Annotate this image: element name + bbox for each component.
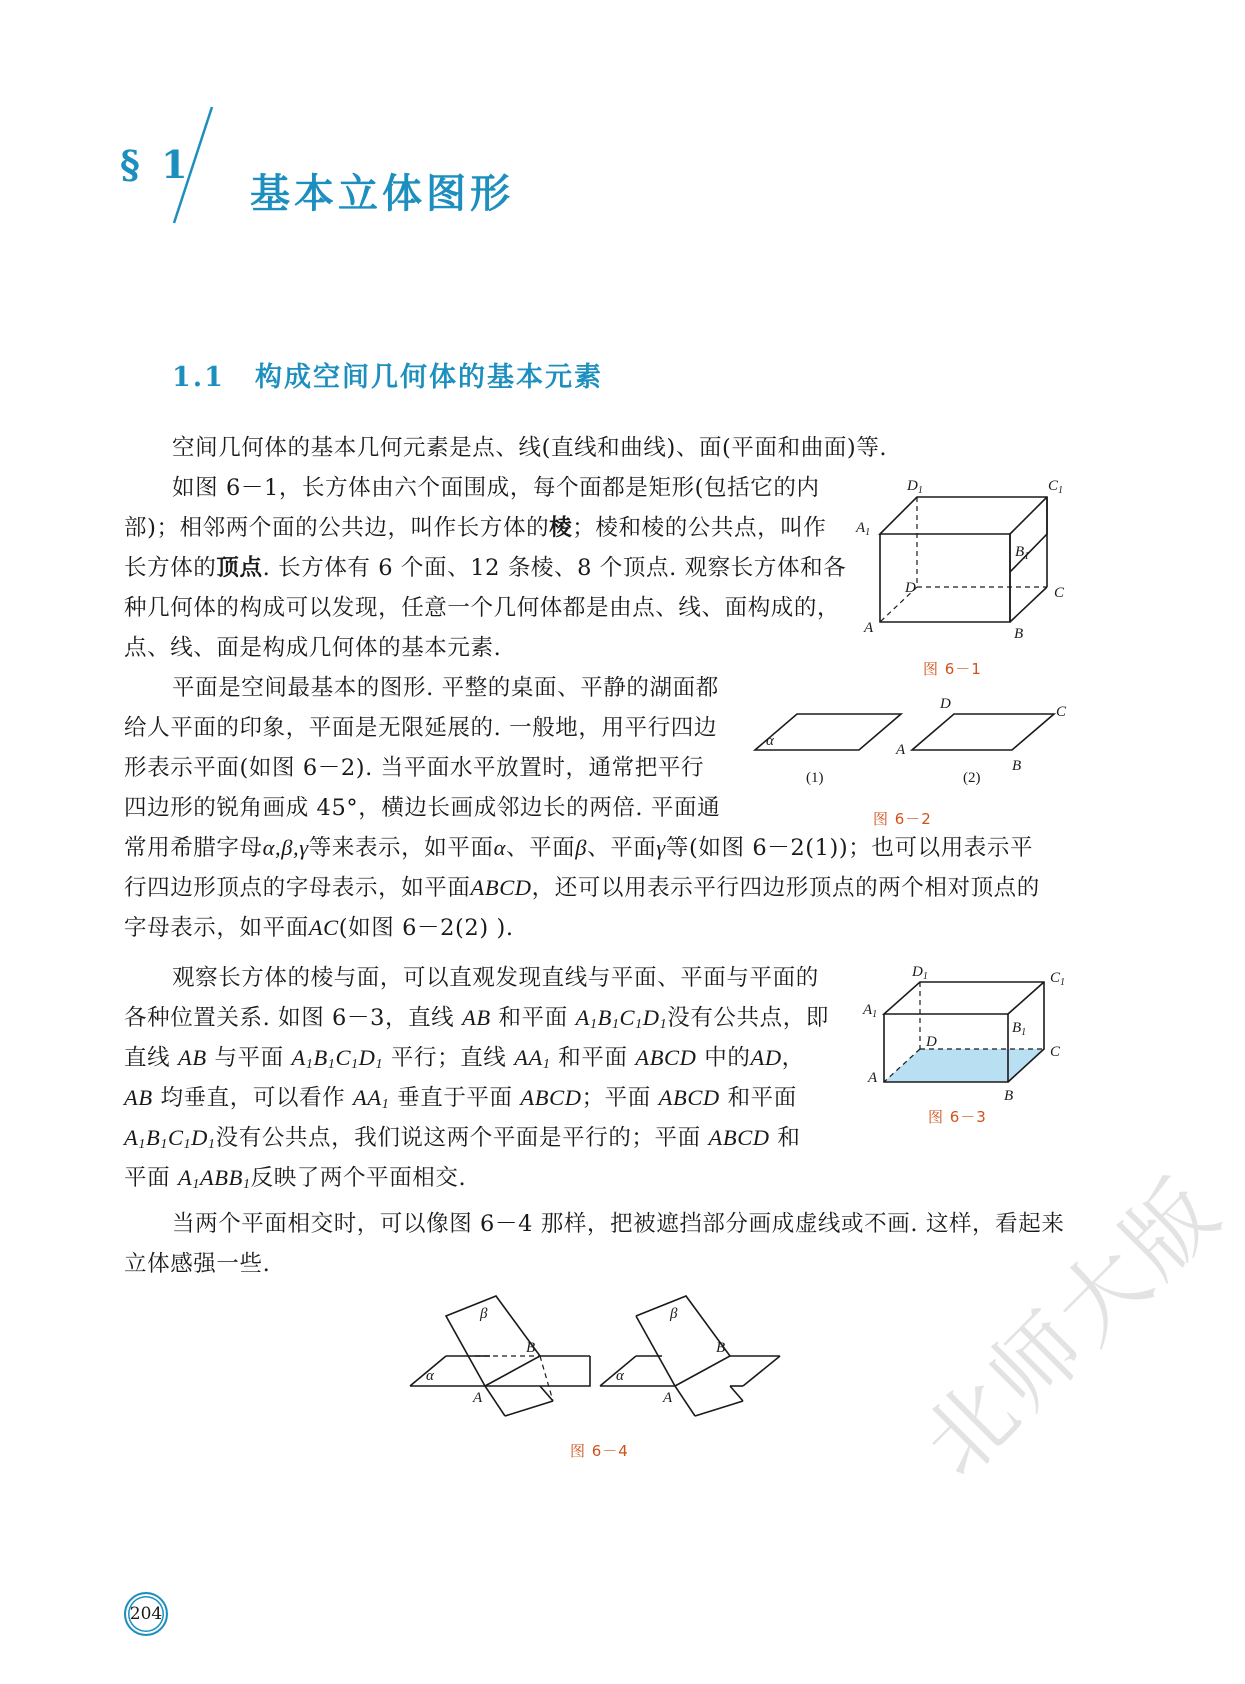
svg-text:D: D — [905, 580, 916, 596]
figure-6-4-caption: 图 6－4 — [570, 1442, 629, 1460]
para4-line2: 各种位置关系. 如图 6－3，直线 AB 和平面 $A_1B_1C_1D_1$没有公共点，即 — [124, 1005, 829, 1032]
svg-text:C: C — [1050, 1044, 1061, 1060]
svg-text:(1): (1) — [806, 770, 824, 786]
svg-text:β: β — [670, 1306, 678, 1322]
para5-line1: 当两个平面相交时，可以像图 6－4 那样，把被遮挡部分画成虚线或不画. 这样，看起来 — [172, 1211, 1065, 1237]
svg-text:D1: $D_1$ — [907, 478, 923, 496]
para3-line7: 字母表示，如平面AC(如图 6－2(2) ). — [124, 915, 514, 941]
para3-line2: 给人平面的印象，平面是无限延展的. 一般地，用平行四边 — [124, 715, 718, 741]
svg-text:A: A — [864, 620, 874, 636]
svg-text:B: B — [1014, 626, 1024, 642]
svg-text:B: B — [1004, 1088, 1014, 1104]
term-edge: 棱 — [549, 515, 573, 541]
svg-text:D1: $D_1$ — [912, 964, 928, 982]
svg-text:B1: $B_1$ — [1012, 1020, 1027, 1038]
figure-6-2-caption: 图 6－2 — [873, 810, 932, 828]
svg-text:C1: $C_1$ — [1048, 478, 1064, 496]
svg-text:D: D — [940, 696, 951, 712]
svg-text:A: A — [473, 1390, 483, 1406]
svg-text:A: A — [868, 1070, 878, 1086]
svg-text:A1: $A_1$ — [856, 520, 871, 538]
svg-text:C: C — [1054, 585, 1065, 601]
subsection-heading — [172, 355, 603, 394]
publisher-watermark: 北师大版 — [902, 1156, 1242, 1496]
figure-6-4-intersecting-planes — [410, 1296, 790, 1436]
svg-text:B: B — [526, 1340, 536, 1356]
para5-line2: 立体感强一些. — [124, 1251, 271, 1277]
figure-6-2-planes — [750, 692, 1080, 802]
term-vertex: 顶点 — [216, 555, 263, 581]
subsection-title: 构成空间几何体的基本元素 — [254, 362, 603, 393]
para4-line6: 平面 $A_1ABB_1$反映了两个平面相交. — [124, 1165, 467, 1192]
figure-6-1-caption: 图 6－1 — [923, 660, 982, 678]
para2-line3: 长方体的顶点. 长方体有 6 个面、12 条棱、8 个顶点. 观察长方体和各 — [124, 555, 847, 581]
figure-6-3-caption: 图 6－3 — [928, 1108, 987, 1126]
figure-6-4-left — [410, 1296, 590, 1416]
para2-line5: 点、线、面是构成几何体的基本元素. — [124, 635, 502, 661]
svg-text:B: B — [1012, 758, 1022, 774]
svg-text:α: α — [426, 1368, 434, 1384]
para2-line4: 种几何体的构成可以发现，任意一个几何体都是由点、线、面构成的， — [124, 595, 841, 621]
section-title: 基本立体图形 — [250, 170, 514, 217]
svg-text:C1: $C_1$ — [1050, 970, 1066, 988]
figure-6-4-right — [600, 1296, 780, 1416]
figure-6-1-cuboid — [850, 472, 1080, 642]
svg-text:α: α — [616, 1368, 624, 1384]
svg-text:α: α — [766, 733, 774, 749]
para3-line4: 四边形的锐角画成 45°，横边长画成邻边长的两倍. 平面通 — [124, 795, 721, 821]
para4-line4: AB 均垂直，可以看作 $AA_1$ 垂直于平面 ABCD；平面 ABCD 和平面 — [124, 1085, 797, 1112]
subsection-number: 1.1 — [172, 362, 225, 393]
para2-line2: 部)；相邻两个面的公共边，叫作长方体的棱；棱和棱的公共点，叫作 — [124, 515, 827, 541]
svg-text:C: C — [1056, 704, 1067, 720]
para3-line1: 平面是空间最基本的图形. 平整的桌面、平静的湖面都 — [172, 675, 719, 701]
para2-line1: 如图 6－1，长方体由六个面围成，每个面都是矩形(包括它的内 — [172, 475, 820, 501]
svg-text:(2): (2) — [963, 770, 981, 786]
svg-text:A: A — [896, 742, 906, 758]
page-number: 204 — [124, 1592, 168, 1636]
paragraph-1: 空间几何体的基本几何元素是点、线(直线和曲线)、面(平面和曲面)等. — [172, 435, 888, 461]
para4-line1: 观察长方体的棱与面，可以直观发现直线与平面、平面与平面的 — [172, 965, 819, 991]
section-slash-divider — [170, 105, 220, 225]
svg-text:A1: $A_1$ — [863, 1002, 878, 1020]
para3-line3: 形表示平面(如图 6－2). 当平面水平放置时，通常把平行 — [124, 755, 705, 781]
svg-text:A: A — [663, 1390, 673, 1406]
para3-line6: 行四边形顶点的字母表示，如平面ABCD，还可以用表示平行四边形顶点的两个相对顶点的 — [124, 875, 1040, 901]
svg-text:B: B — [716, 1340, 726, 1356]
svg-text:D: D — [926, 1034, 937, 1050]
svg-text:B1: $B_1$ — [1015, 544, 1030, 562]
svg-text:β: β — [480, 1306, 488, 1322]
para4-line3: 直线 AB 与平面 $A_1B_1C_1D_1$ 平行；直线 $AA_1$ 和平面 ABCD 中的AD， — [124, 1045, 805, 1072]
para3-line5: 常用希腊字母α,β,γ等来表示，如平面α、平面β、平面γ等(如图 6－2(1))；也可以用表示平 — [124, 835, 1034, 861]
section-number: § 1 — [120, 142, 192, 187]
figure-6-3-cuboid — [860, 962, 1080, 1102]
para4-line5: $A_1B_1C_1D_1$没有公共点，我们说这两个平面是平行的；平面 ABCD 和 — [124, 1125, 801, 1152]
